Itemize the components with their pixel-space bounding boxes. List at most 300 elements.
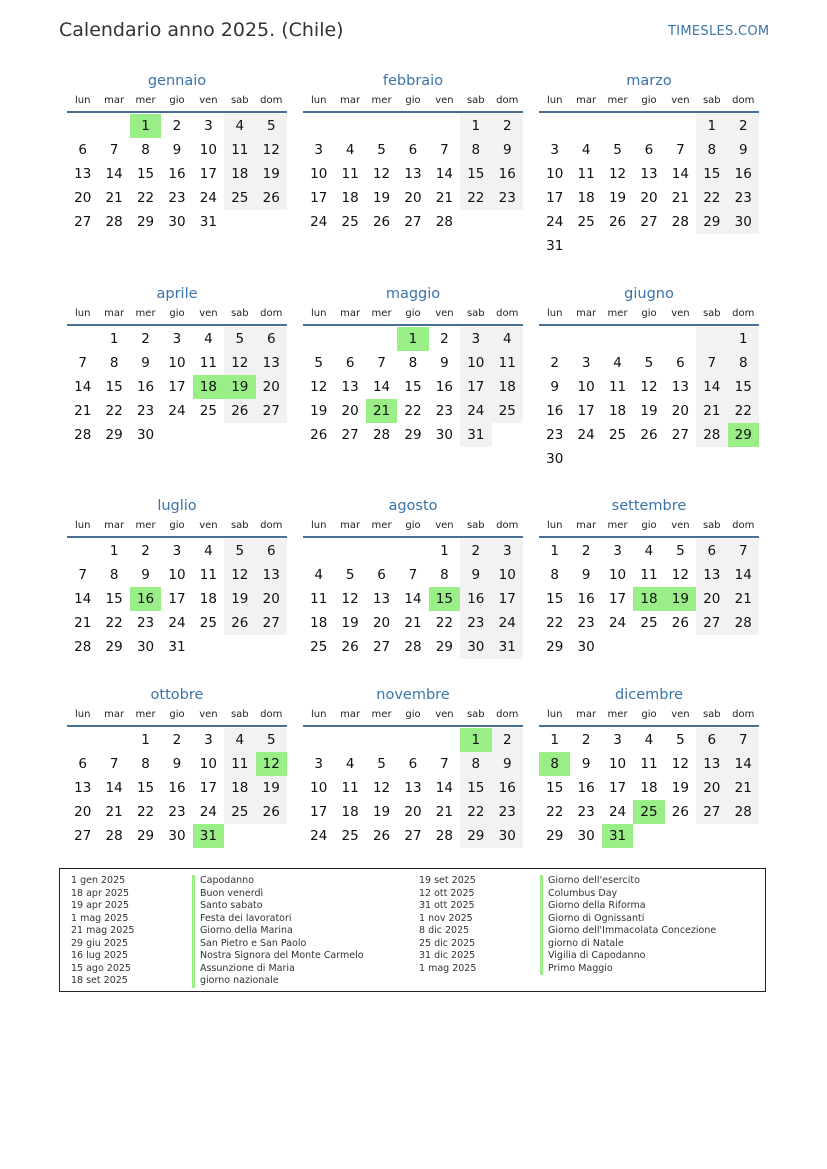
day-cell: 26 (256, 800, 287, 824)
day-cell: 1 (440, 543, 449, 559)
day-cell: 12 (671, 567, 689, 583)
day-cell: 26 (224, 399, 255, 423)
weekday-label: sab (702, 95, 721, 106)
day-cell: 19 (341, 615, 359, 631)
weekday-label: mer (135, 308, 156, 319)
day-cell: 2 (550, 355, 559, 371)
day-cell: 24 (199, 804, 217, 820)
day-cell: 4 (224, 728, 255, 752)
day-cell: 26 (671, 804, 689, 820)
day-cell: 5 (224, 539, 255, 563)
day-cell: 14 (105, 780, 123, 796)
empty-cell (429, 728, 460, 752)
empty-cell (334, 539, 365, 563)
weekday-label: dom (732, 95, 755, 106)
empty-cell (696, 327, 727, 351)
legend-column-left (71, 875, 364, 988)
day-cell: 17 (546, 190, 564, 206)
day-cell: 25 (577, 214, 595, 230)
day-cell: 18 (199, 591, 217, 607)
day-cell: 14 (728, 563, 759, 587)
day-cell: 10 (310, 166, 328, 182)
weekday-label: gio (641, 709, 657, 720)
day-cell: 29 (546, 828, 564, 844)
day-cell: 1 (696, 114, 727, 138)
day-cell: 25 (199, 615, 217, 631)
day-cell: 29 (404, 427, 422, 443)
day-cell: 15 (136, 166, 155, 182)
day-cell: 1 (109, 543, 119, 559)
day-cell: 3 (550, 142, 559, 158)
day-cell: 30 (728, 210, 759, 234)
day-cell: 22 (460, 800, 491, 824)
day-cell: 12 (341, 591, 359, 607)
day-cell: 9 (581, 567, 591, 583)
weekday-label: gio (641, 520, 657, 531)
legend-holiday-name: Giorno della Marina (192, 925, 293, 938)
weekday-label: gio (405, 95, 421, 106)
day-cell: 20 (74, 190, 92, 206)
weekday-label: dom (732, 308, 755, 319)
day-cell: 5 (676, 543, 685, 559)
day-cell: 31 (546, 238, 564, 254)
weekday-header (539, 94, 759, 113)
empty-cell (633, 114, 664, 138)
day-cell: 26 (256, 186, 287, 210)
legend-holiday-name: Nostra Signora del Monte Carmelo (192, 950, 364, 963)
day-cell: 16 (577, 780, 595, 796)
empty-cell (334, 114, 365, 138)
day-cell: 17 (310, 804, 328, 820)
day-cell: 22 (435, 615, 453, 631)
day-cell: 8 (141, 756, 150, 772)
month-settembre (539, 496, 759, 659)
weekday-label: dom (260, 95, 283, 106)
weekday-label: ven (435, 95, 454, 106)
legend-holiday-name: Columbus Day (540, 888, 617, 901)
day-cell: 4 (345, 756, 355, 772)
weekday-label: ven (435, 709, 454, 720)
legend-holiday-name: Giorno dell'Immacolata Concezione (540, 925, 716, 938)
day-cell: 17 (492, 587, 523, 611)
day-cell: 16 (460, 587, 491, 611)
day-cell: 22 (696, 186, 727, 210)
legend-date: 19 set 2025 (419, 875, 476, 886)
empty-cell (366, 728, 397, 752)
day-cell: 27 (404, 214, 422, 230)
legend-date: 1 nov 2025 (419, 912, 473, 924)
day-cell: 17 (608, 780, 627, 796)
day-cell: 14 (728, 752, 759, 776)
day-cell: 29 (136, 828, 155, 844)
day-cell: 9 (581, 756, 591, 772)
weekday-label: mar (576, 95, 597, 106)
day-cell: 10 (310, 780, 328, 796)
weekday-label: ven (199, 520, 218, 531)
day-cell: 30 (168, 214, 186, 230)
day-cell: 10 (546, 166, 564, 182)
day-cell: 23 (435, 403, 453, 419)
day-cell: 31 (460, 423, 491, 447)
day-cell: 4 (581, 142, 591, 158)
day-cell: 29 (696, 210, 727, 234)
month-name: marzo (626, 73, 672, 89)
day-cell: 23 (460, 611, 491, 635)
day-cell: 14 (105, 166, 123, 182)
day-cell: 6 (676, 355, 685, 371)
day-cell: 5 (224, 327, 255, 351)
days-grid (303, 728, 523, 848)
days-grid (67, 539, 287, 659)
day-cell: 30 (492, 824, 523, 848)
empty-cell (602, 327, 633, 351)
legend-holiday-name: Giorno della Riforma (540, 900, 646, 913)
weekday-label: dom (732, 709, 755, 720)
month-marzo (539, 71, 759, 258)
day-cell: 7 (440, 756, 449, 772)
legend-item (419, 888, 716, 901)
holiday-day: 18 (193, 375, 224, 399)
legend-date: 1 gen 2025 (71, 875, 126, 886)
weekday-label: gio (641, 95, 657, 106)
day-cell: 7 (78, 567, 87, 583)
weekday-label: dom (496, 308, 519, 319)
day-cell: 20 (696, 587, 727, 611)
day-cell: 20 (341, 403, 359, 419)
empty-cell (602, 114, 633, 138)
day-cell: 11 (492, 351, 523, 375)
day-cell: 4 (345, 142, 355, 158)
day-cell: 12 (224, 351, 255, 375)
day-cell: 28 (105, 828, 123, 844)
weekday-label: ven (199, 709, 218, 720)
day-cell: 6 (345, 355, 355, 371)
day-cell: 15 (546, 591, 564, 607)
day-cell: 23 (136, 615, 155, 631)
legend-item (419, 900, 716, 913)
day-cell: 14 (404, 591, 422, 607)
day-cell: 5 (377, 142, 386, 158)
day-cell: 11 (199, 567, 217, 583)
legend-date: 1 mag 2025 (71, 912, 129, 924)
weekday-label: gio (169, 709, 185, 720)
day-cell: 28 (696, 423, 727, 447)
month-name: giugno (624, 286, 674, 302)
days-grid (67, 327, 287, 447)
month-name: aprile (156, 286, 198, 302)
legend-item (419, 938, 716, 951)
weekday-label: sab (702, 709, 721, 720)
weekday-label: ven (435, 308, 454, 319)
weekday-label: gio (641, 308, 657, 319)
day-cell: 4 (644, 543, 654, 559)
day-cell: 4 (644, 732, 654, 748)
day-cell: 1 (141, 732, 150, 748)
days-grid (539, 114, 759, 258)
weekday-label: sab (230, 709, 249, 720)
legend-holiday-name: Giorno di Ognissanti (540, 913, 644, 926)
day-cell: 30 (168, 828, 186, 844)
weekday-label: lun (310, 308, 327, 319)
day-cell: 19 (372, 804, 391, 820)
day-cell: 21 (435, 804, 453, 820)
day-cell: 6 (696, 728, 727, 752)
day-cell: 12 (640, 379, 658, 395)
weekday-label: mar (576, 308, 597, 319)
legend-holiday-name: Assunzione di Maria (192, 963, 295, 976)
legend-date: 18 apr 2025 (71, 887, 130, 899)
empty-cell (633, 327, 664, 351)
day-cell: 1 (728, 327, 759, 351)
day-cell: 21 (105, 190, 123, 206)
empty-cell (67, 327, 98, 351)
empty-cell (67, 114, 98, 138)
day-cell: 5 (613, 142, 622, 158)
days-grid (303, 539, 523, 659)
legend-item (71, 888, 364, 901)
day-cell: 27 (256, 399, 287, 423)
days-grid (67, 114, 287, 234)
day-cell: 27 (256, 611, 287, 635)
weekday-label: gio (169, 95, 185, 106)
day-cell: 17 (168, 591, 186, 607)
day-cell: 15 (696, 162, 727, 186)
day-cell: 2 (141, 543, 150, 559)
day-cell: 19 (671, 780, 689, 796)
legend-date: 25 dic 2025 (419, 937, 476, 949)
legend-holiday-name: San Pietro e San Paolo (192, 938, 306, 951)
day-cell: 8 (460, 138, 491, 162)
day-cell: 29 (105, 639, 123, 655)
day-cell: 24 (546, 214, 564, 230)
weekday-label: mar (340, 308, 361, 319)
empty-cell (397, 539, 428, 563)
day-cell: 10 (460, 351, 491, 375)
empty-cell (366, 114, 397, 138)
day-cell: 3 (581, 355, 591, 371)
day-cell: 13 (341, 379, 359, 395)
weekday-label: gio (169, 308, 185, 319)
weekday-label: dom (496, 709, 519, 720)
day-cell: 9 (728, 138, 759, 162)
empty-cell (67, 539, 98, 563)
legend-holiday-name: Santo sabato (192, 900, 263, 913)
day-cell: 16 (136, 379, 155, 395)
day-cell: 13 (74, 780, 92, 796)
day-cell: 25 (608, 427, 627, 443)
weekday-label: dom (260, 308, 283, 319)
day-cell: 30 (577, 828, 595, 844)
day-cell: 10 (199, 756, 217, 772)
day-cell: 13 (74, 166, 92, 182)
legend-holiday-name: Buon venerdì (192, 888, 263, 901)
day-cell: 15 (105, 379, 123, 395)
weekday-label: mer (607, 709, 628, 720)
weekday-label: sab (230, 308, 249, 319)
day-cell: 18 (341, 190, 359, 206)
weekday-label: gio (405, 709, 421, 720)
day-cell: 30 (460, 635, 491, 659)
legend-holiday-name: Vigilia di Capodanno (540, 950, 645, 963)
day-cell: 1 (550, 732, 559, 748)
weekday-header (67, 519, 287, 538)
legend-date: 31 dic 2025 (419, 950, 476, 961)
day-cell: 23 (492, 186, 523, 210)
weekday-label: mer (371, 308, 392, 319)
empty-cell (98, 114, 129, 138)
day-cell: 18 (640, 780, 658, 796)
legend-date: 29 giu 2025 (71, 937, 128, 949)
day-cell: 3 (204, 732, 213, 748)
day-cell: 3 (314, 756, 323, 772)
day-cell: 16 (168, 780, 186, 796)
weekday-label: mar (104, 95, 125, 106)
day-cell: 19 (640, 403, 658, 419)
month-agosto (303, 496, 523, 659)
weekday-label: lun (546, 95, 563, 106)
day-cell: 14 (671, 166, 689, 182)
brand-link[interactable]: TIMESLES.COM (668, 24, 770, 39)
day-cell: 21 (74, 403, 92, 419)
weekday-label: dom (496, 95, 519, 106)
day-cell: 20 (256, 587, 287, 611)
legend-holiday-name: giorno nazionale (192, 975, 279, 988)
day-cell: 17 (608, 591, 627, 607)
day-cell: 14 (696, 375, 727, 399)
day-cell: 28 (105, 214, 123, 230)
day-cell: 14 (74, 591, 92, 607)
empty-cell (570, 114, 601, 138)
day-cell: 26 (310, 427, 328, 443)
day-cell: 11 (341, 166, 359, 182)
day-cell: 21 (74, 615, 92, 631)
day-cell: 22 (728, 399, 759, 423)
day-cell: 2 (492, 114, 523, 138)
day-cell: 8 (550, 567, 559, 583)
day-cell: 2 (172, 118, 182, 134)
holiday-day: 25 (633, 800, 664, 824)
day-cell: 11 (310, 591, 328, 607)
weekday-label: gio (169, 520, 185, 531)
day-cell: 7 (109, 756, 119, 772)
holiday-day: 31 (193, 824, 224, 848)
weekday-label: lun (546, 308, 563, 319)
day-cell: 20 (404, 804, 422, 820)
legend-holiday-name: giorno di Natale (540, 938, 624, 951)
weekday-label: lun (74, 520, 91, 531)
day-cell: 5 (314, 355, 323, 371)
day-cell: 31 (199, 214, 217, 230)
day-cell: 19 (256, 776, 287, 800)
holiday-day: 16 (130, 587, 161, 611)
day-cell: 12 (372, 780, 391, 796)
weekday-label: gio (405, 308, 421, 319)
day-cell: 23 (136, 403, 155, 419)
day-cell: 12 (310, 379, 328, 395)
day-cell: 4 (204, 331, 213, 347)
empty-cell (397, 728, 428, 752)
empty-cell (303, 728, 334, 752)
weekday-label: mar (576, 520, 597, 531)
day-cell: 25 (492, 399, 523, 423)
day-cell: 5 (644, 355, 654, 371)
month-febbraio (303, 71, 523, 234)
day-cell: 6 (408, 142, 418, 158)
day-cell: 10 (608, 756, 627, 772)
day-cell: 10 (608, 567, 627, 583)
weekday-label: mer (135, 520, 156, 531)
day-cell: 25 (341, 214, 359, 230)
day-cell: 2 (141, 331, 150, 347)
month-name: dicembre (614, 687, 684, 703)
day-cell: 8 (109, 567, 119, 583)
day-cell: 9 (550, 379, 559, 395)
day-cell: 9 (492, 138, 523, 162)
day-cell: 14 (435, 166, 453, 182)
day-cell: 13 (256, 563, 287, 587)
day-cell: 22 (460, 186, 491, 210)
day-cell: 23 (728, 186, 759, 210)
day-cell: 6 (78, 756, 87, 772)
day-cell: 18 (224, 776, 255, 800)
weekday-label: mer (371, 95, 392, 106)
day-cell: 3 (460, 327, 491, 351)
day-cell: 23 (168, 804, 186, 820)
day-cell: 13 (696, 752, 727, 776)
day-cell: 11 (640, 567, 658, 583)
empty-cell (67, 728, 98, 752)
day-cell: 27 (696, 800, 727, 824)
day-cell: 5 (377, 756, 386, 772)
legend-item (71, 875, 364, 888)
empty-cell (366, 539, 397, 563)
day-cell: 24 (577, 427, 595, 443)
holiday-day: 19 (224, 375, 255, 399)
day-cell: 20 (404, 190, 422, 206)
day-cell: 3 (492, 539, 523, 563)
day-cell: 25 (310, 639, 328, 655)
day-cell: 11 (608, 379, 627, 395)
day-cell: 22 (105, 615, 123, 631)
weekday-label: lun (546, 520, 563, 531)
day-cell: 6 (256, 327, 287, 351)
days-grid (539, 327, 759, 471)
day-cell: 2 (172, 732, 182, 748)
day-cell: 19 (256, 162, 287, 186)
legend-item (419, 913, 716, 926)
legend-holiday-name: Primo Maggio (540, 963, 613, 976)
legend-date: 12 ott 2025 (419, 887, 475, 899)
day-cell: 20 (671, 403, 689, 419)
weekday-header (303, 94, 523, 113)
empty-cell (397, 114, 428, 138)
month-name: settembre (611, 498, 687, 514)
day-cell: 1 (550, 543, 559, 559)
month-novembre (303, 685, 523, 848)
day-cell: 13 (372, 591, 391, 607)
day-cell: 20 (74, 804, 92, 820)
day-cell: 28 (435, 828, 453, 844)
weekday-label: mer (135, 95, 156, 106)
day-cell: 27 (74, 214, 92, 230)
empty-cell (665, 327, 696, 351)
holiday-day: 15 (429, 587, 460, 611)
empty-cell (429, 114, 460, 138)
day-cell: 4 (204, 543, 213, 559)
weekday-label: mar (104, 709, 125, 720)
weekday-label: ven (435, 520, 454, 531)
day-cell: 30 (546, 451, 564, 467)
